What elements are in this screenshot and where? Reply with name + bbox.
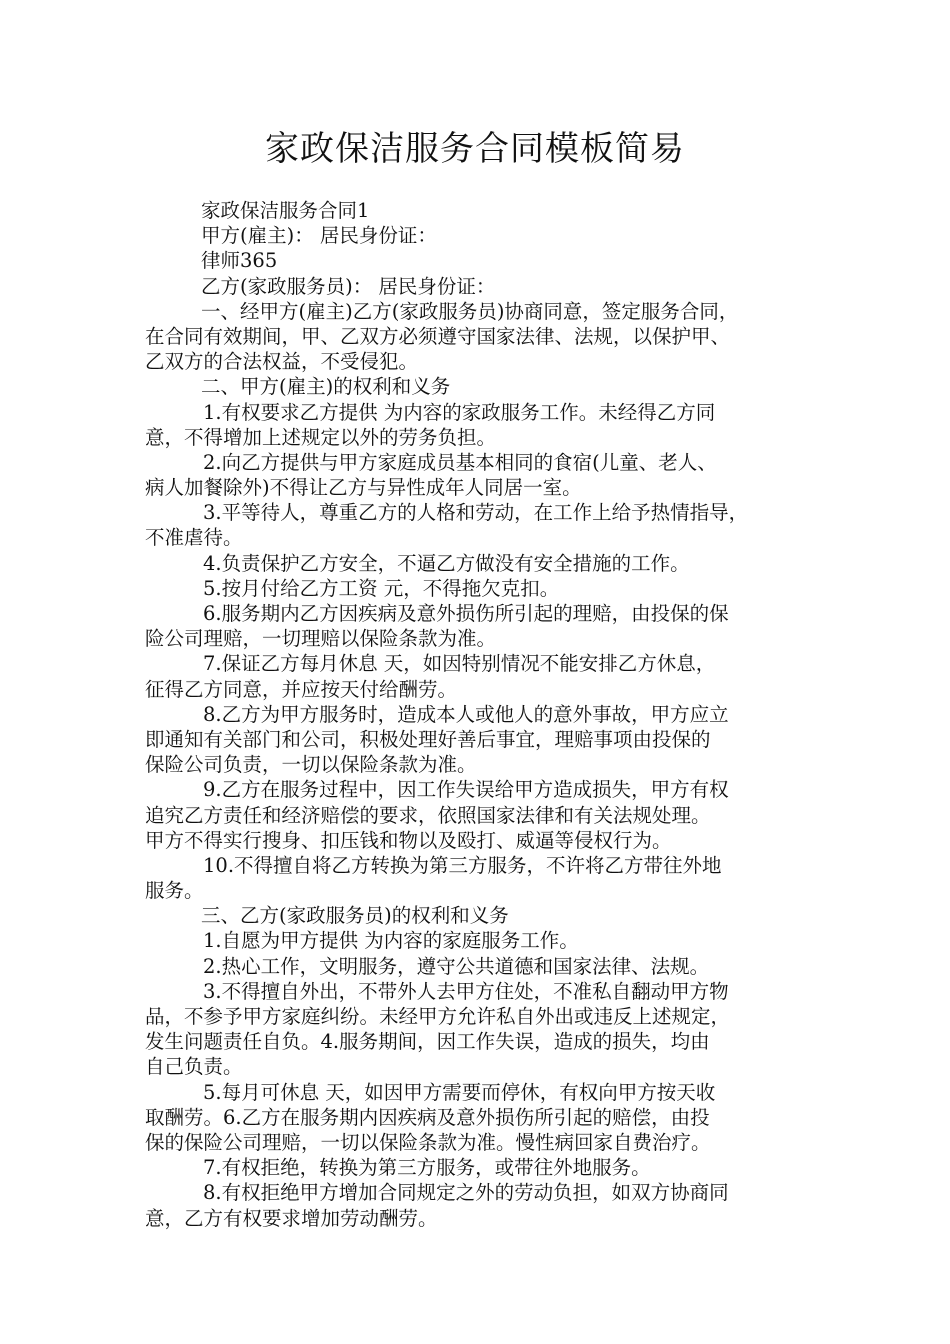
text-line: 一、经甲方(雇主)乙方(家政服务员)协商同意，签定服务合同， <box>201 299 739 323</box>
text-line: 2.热心工作，文明服务，遵守公共道德和国家法律、法规。 <box>203 954 710 978</box>
text-line: 7.有权拒绝，转换为第三方服务，或带往外地服务。 <box>203 1156 651 1180</box>
text-line: 律师365 <box>201 249 278 273</box>
text-line: 1.有权要求乙方提供 为内容的家政服务工作。未经得乙方同 <box>203 400 716 424</box>
text-line: 追究乙方责任和经济赔偿的要求，依照国家法律和有关法规处理。 <box>145 803 711 827</box>
text-line: 4.负责保护乙方安全，不逼乙方做没有安全措施的工作。 <box>203 551 690 575</box>
text-line: 在合同有效期间，甲、乙双方必须遵守国家法律、法规，以保护甲、 <box>145 324 731 348</box>
text-line: 1.自愿为甲方提供 为内容的家庭服务工作。 <box>203 929 579 953</box>
text-line: 险公司理赔，一切理赔以保险条款为准。 <box>145 627 497 651</box>
text-line: 甲方(雇主)： 居民身份证： <box>201 224 437 248</box>
text-line: 乙方(家政服务员)： 居民身份证： <box>201 274 496 298</box>
text-line: 甲方不得实行搜身、扣压钱和物以及殴打、威逼等侵权行为。 <box>145 828 672 852</box>
text-line: 3.不得擅自外出，不带外人去甲方住处，不准私自翻动甲方物 <box>203 979 729 1003</box>
document-body <box>145 198 825 1231</box>
document-title: 家政保洁服务合同模板简易 <box>265 129 685 169</box>
text-line: 品，不参予甲方家庭纠纷。未经甲方允许私自外出或违反上述规定， <box>145 1005 731 1028</box>
text-line: 即通知有关部门和公司，积极处理好善后事宜，理赔事项由投保的 <box>145 727 711 751</box>
text-line: 5.每月可休息 天，如因甲方需要而停休，有权向甲方按天收 <box>203 1080 716 1104</box>
text-line: 9.乙方在服务过程中，因工作失误给甲方造成损失，甲方有权 <box>203 778 729 802</box>
text-line: 意，不得增加上述规定以外的劳务负担。 <box>145 425 497 449</box>
text-line: 5.按月付给乙方工资 元，不得拖欠克扣。 <box>203 576 560 600</box>
text-line: 8.有权拒绝甲方增加合同规定之外的劳动负担，如双方协商同 <box>203 1181 729 1205</box>
text-line: 发生问题责任自负。4.服务期间，因工作失误，造成的损失，均由 <box>145 1030 710 1054</box>
text-line: 二、甲方(雇主)的权利和义务 <box>201 375 451 399</box>
text-line: 取酬劳。6.乙方在服务期内因疾病及意外损伤所引起的赔偿，由投 <box>145 1105 710 1129</box>
text-line: 3.平等待人，尊重乙方的人格和劳动，在工作上给予热情指导， <box>203 501 749 525</box>
text-line: 家政保洁服务合同1 <box>201 199 370 222</box>
text-line: 8.乙方为甲方服务时，造成本人或他人的意外事故，甲方应立 <box>203 702 729 726</box>
text-line: 保险公司负责，一切以保险条款为准。 <box>145 753 477 777</box>
text-line: 不准虐待。 <box>145 526 243 550</box>
text-line: 征得乙方同意，并应按天付给酬劳。 <box>145 677 458 701</box>
text-line: 保的保险公司理赔，一切以保险条款为准。慢性病回家自费治疗。 <box>145 1130 711 1154</box>
text-line: 病人加餐除外)不得让乙方与异性成年人同居一室。 <box>145 476 582 500</box>
text-line: 服务。 <box>145 879 204 903</box>
text-line: 三、乙方(家政服务员)的权利和义务 <box>201 904 509 928</box>
text-line: 自己负责。 <box>145 1055 243 1079</box>
text-line: 6.服务期内乙方因疾病及意外损伤所引起的理赔，由投保的保 <box>203 602 729 625</box>
text-line: 乙双方的合法权益，不受侵犯。 <box>145 350 419 374</box>
text-line: 意，乙方有权要求增加劳动酬劳。 <box>145 1206 438 1230</box>
text-line: 7.保证乙方每月休息 天，如因特别情况不能安排乙方休息， <box>203 652 716 676</box>
text-line: 2.向乙方提供与甲方家庭成员基本相同的食宿(儿童、老人、 <box>203 450 717 474</box>
text-line: 10.不得擅自将乙方转换为第三方服务，不许将乙方带往外地 <box>203 853 722 877</box>
